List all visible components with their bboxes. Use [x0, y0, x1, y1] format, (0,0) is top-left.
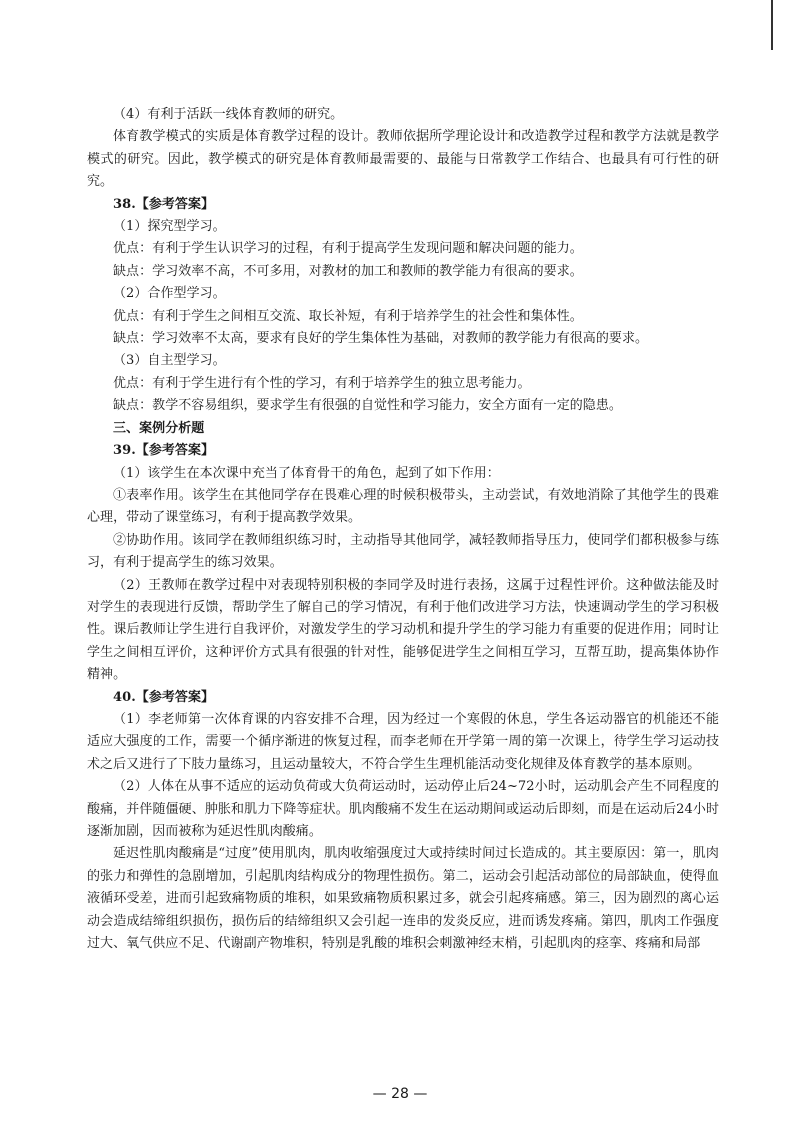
paragraph: 延迟性肌肉酸痛是“过度”使用肌肉，肌肉收缩强度过大或持续时间过长造成的。其主要原因：第一，肌肉的张力和弹性的急剧增加，引起肌肉结构成分的物理性损伤。第二，运动会引起活动部位的局部缺血，使得血液循环受差，进而引起致痛物质的堆积，如果致痛物质积累过多，就会引起疼痛感。第三，因为剧烈的离心运动会造成结缔组织损伤，损伤后的结缔组织又会引起一连串的发炎反应，进而诱发疼痛。第四，肌肉工作强度过大、氧气供应不足、代谢副产物堆积，特别是乳酸的堆积会刺激神经末梢，引起肌肉的痉挛、疼痛和局部 [87, 846, 719, 952]
page-body [87, 104, 719, 955]
paragraph: 优点：有利于学生认识学习的过程，有利于提高学生发现问题和解决问题的能力。 [113, 241, 583, 257]
paragraph: （1）探究型学习。 [113, 219, 226, 235]
paragraph: （4）有利于活跃一线体育教师的研究。 [113, 107, 344, 122]
paragraph: （2）人体在从事不适应的运动负荷或大负荷运动时，运动停止后24~72小时，运动肌会产生不同程度的酸痛，并伴随僵硬、肿胀和肌力下降等症状。肌肉酸痛不发生在运动期间或运动后即刻，而是在运动后24小时逐渐加剧，因而被称为延迟性肌肉酸痛。 [87, 779, 719, 839]
paragraph: （3）自主型学习。 [113, 353, 226, 369]
paragraph: 体育教学模式的实质是体育教学过程的设计。教师依据所学理论设计和改造教学过程和教学方法就是教学模式的研究。因此，教学模式的研究是体育教师最需要的、最能与日常教学工作结合、也最具有可行性的研究。 [87, 129, 719, 190]
scan-edge-line [771, 0, 773, 50]
paragraph: （2）王教师在教学过程中对表现特别积极的李同学及时进行表扬，这属于过程性评价。这种做法能及时对学生的表现进行反馈，帮助学生了解自己的学习情况，有利于他们改进学习方法，快速调动学生的学习积极性。课后教师让学生进行自我评价，对激发学生的学习动机和提升学生的学习能力有重要的促进作用；同时让学生之间相互评价，这种评价方式具有很强的针对性，能够促进学生之间相互学习，互帮互助，提高集体协作精神。 [87, 577, 719, 683]
paragraph: （2）合作型学习。 [113, 286, 226, 302]
paragraph: 缺点：学习效率不高，不可多用，对教材的加工和教师的教学能力有很高的要求。 [113, 263, 583, 279]
answer-heading: 40.【参考答案】 [113, 689, 215, 705]
page-number: — 28 — [372, 1086, 428, 1102]
paragraph: （1）该学生在本次课中充当了体育骨干的角色，起到了如下作用： [113, 465, 500, 481]
paragraph: ②协助作用。该同学在教师组织练习时，主动指导其他同学，减轻教师指导压力，使同学们都积极参与练习，有利于提高学生的练习效果。 [87, 532, 719, 571]
paragraph: 缺点：学习效率不太高，要求有良好的学生集体性为基础，对教师的教学能力有很高的要求。 [113, 331, 649, 347]
paragraph: 优点：有利于学生进行有个性的学习，有利于培养学生的独立思考能力。 [113, 375, 531, 391]
paragraph: 缺点：教学不容易组织，要求学生有很强的自觉性和学习能力，安全方面有一定的隐患。 [113, 398, 622, 414]
paragraph: 优点：有利于学生之间相互交流、取长补短，有利于培养学生的社会性和集体性。 [113, 308, 583, 324]
paragraph: （1）李老师第一次体育课的内容安排不合理，因为经过一个寒假的休息，学生各运动器官的机能还不能适应大强度的工作，需要一个循序渐进的恢复过程，而李老师在开学第一周的第一次课上，待学生学习运动技术之后又进行了下肢力量练习，且运动量较大，不符合学生生理机能活动变化规律及体育教学的基本原则。 [87, 711, 719, 772]
answer-heading: 38.【参考答案】 [113, 196, 215, 212]
section-heading: 三、案例分析题 [113, 420, 205, 436]
answer-heading: 39.【参考答案】 [113, 443, 215, 459]
paragraph: ①表率作用。该学生在其他同学存在畏难心理的时候积极带头，主动尝试，有效地消除了其他学生的畏难心理，带动了课堂练习，有利于提高教学效果。 [87, 487, 719, 526]
